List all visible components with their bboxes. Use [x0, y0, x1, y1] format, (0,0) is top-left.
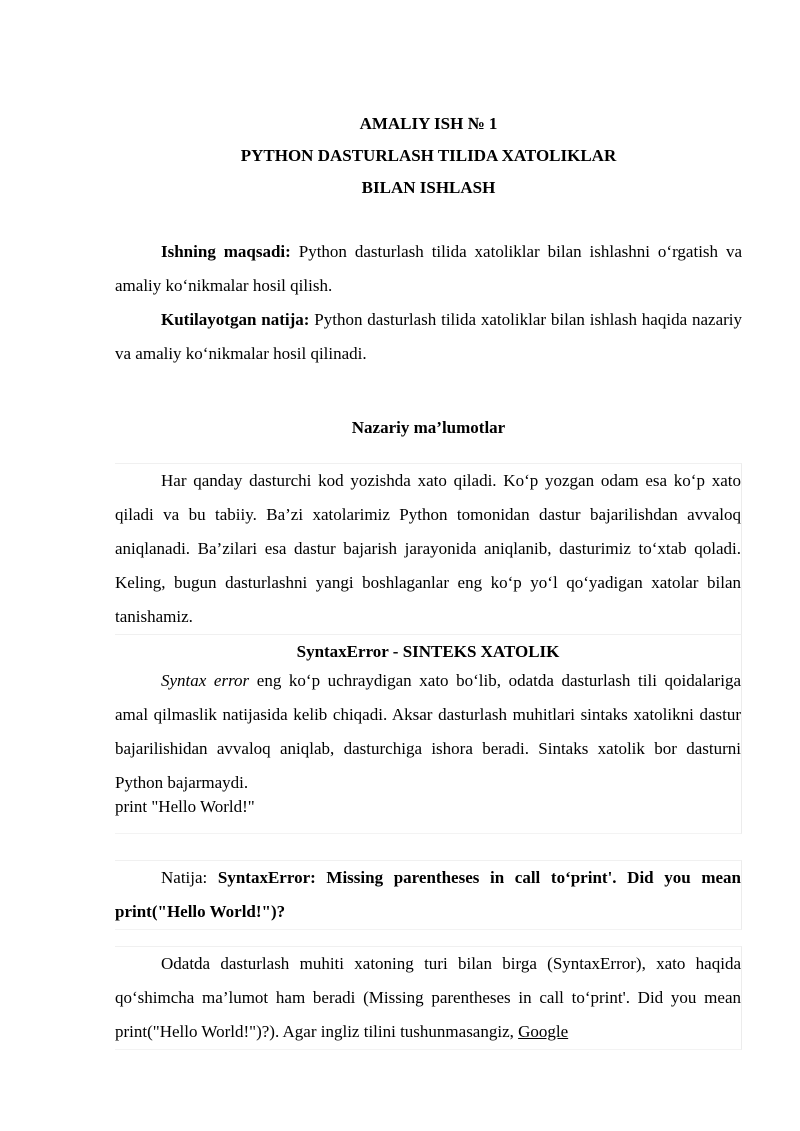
code-example: print "Hello World!" — [115, 797, 255, 816]
goal-text: Python dasturlash tilida xatoliklar bilan ishlashni o‘rgatish va amaliy ko‘nikmalar hosil qilish. — [115, 242, 742, 295]
closing-paragraph — [115, 947, 741, 1049]
result-label: Natija: — [161, 868, 218, 887]
theory-paragraph: Har qanday dasturchi kod yozishda xato qiladi. Ko‘p yozgan odam esa ko‘p xato qiladi va bu tabiiy. Ba’zi xatolarimiz Python tomonidan dastur bajarilishdan avvaloq aniqlanadi. Ba’zilari esa dastur bajarish jarayonida aniqlanib, dasturimiz to‘xtab qoladi. Keling, bugun dasturlashni yangi boshlaganlar eng ko‘p yo‘l qo‘yadigan xatolar bilan tanishamiz. — [115, 471, 741, 626]
result-section — [115, 860, 742, 930]
doc-title-line-3: BILAN ISHLASH — [361, 178, 496, 197]
closing-section — [115, 946, 742, 1050]
syntax-term: Syntax error — [161, 671, 250, 690]
result-text: SyntaxError: Missing parentheses in call to‘print'. Did you mean print("Hello World!")? — [115, 868, 741, 921]
expected-paragraph — [115, 303, 742, 371]
goal-label: Ishning maqsadi: — [161, 242, 291, 261]
theory-heading: Nazariy ma’lumotlar — [351, 418, 506, 437]
expected-text: Python dasturlash tilida xatoliklar bilan ishlash haqida nazariy va amaliy ko‘nikmalar hosil qilinadi. — [115, 310, 742, 363]
syntax-heading: SyntaxError - SINTEKS XATOLIK — [296, 642, 560, 661]
doc-title-line-2: PYTHON DASTURLASH TILIDA XATOLIKLAR — [240, 146, 617, 165]
google-link[interactable]: Google — [518, 1022, 569, 1041]
closing-text: Odatda dasturlash muhiti xatoning turi bilan birga (SyntaxError), xato haqida qo‘shimcha ma’lumot ham beradi (Missing parentheses in call to‘print'. Did you mean print("Hello World!")?). Agar ingliz tilini tushunmasangiz, — [115, 954, 741, 1041]
expected-label: Kutilayotgan natija: — [161, 310, 310, 329]
syntax-text: eng ko‘p uchraydigan xato bo‘lib, odatda dasturlash tili qoidalariga amal qilmaslik natijasida kelib chiqadi. Aksar dasturlash muhitlari sintaks xatolikni dastur bajarilishidan avvaloq aniqlab, dasturchiga ishora beradi. Sintaks xatolik bor dasturni Python bajarmaydi. — [115, 671, 741, 792]
syntax-section — [115, 634, 742, 834]
goal-section — [115, 235, 742, 371]
doc-title-line-1: AMALIY ISH № 1 — [359, 114, 498, 133]
goal-paragraph — [115, 235, 742, 303]
result-paragraph — [115, 861, 741, 929]
theory-section — [115, 463, 742, 635]
syntax-paragraph — [115, 664, 741, 800]
